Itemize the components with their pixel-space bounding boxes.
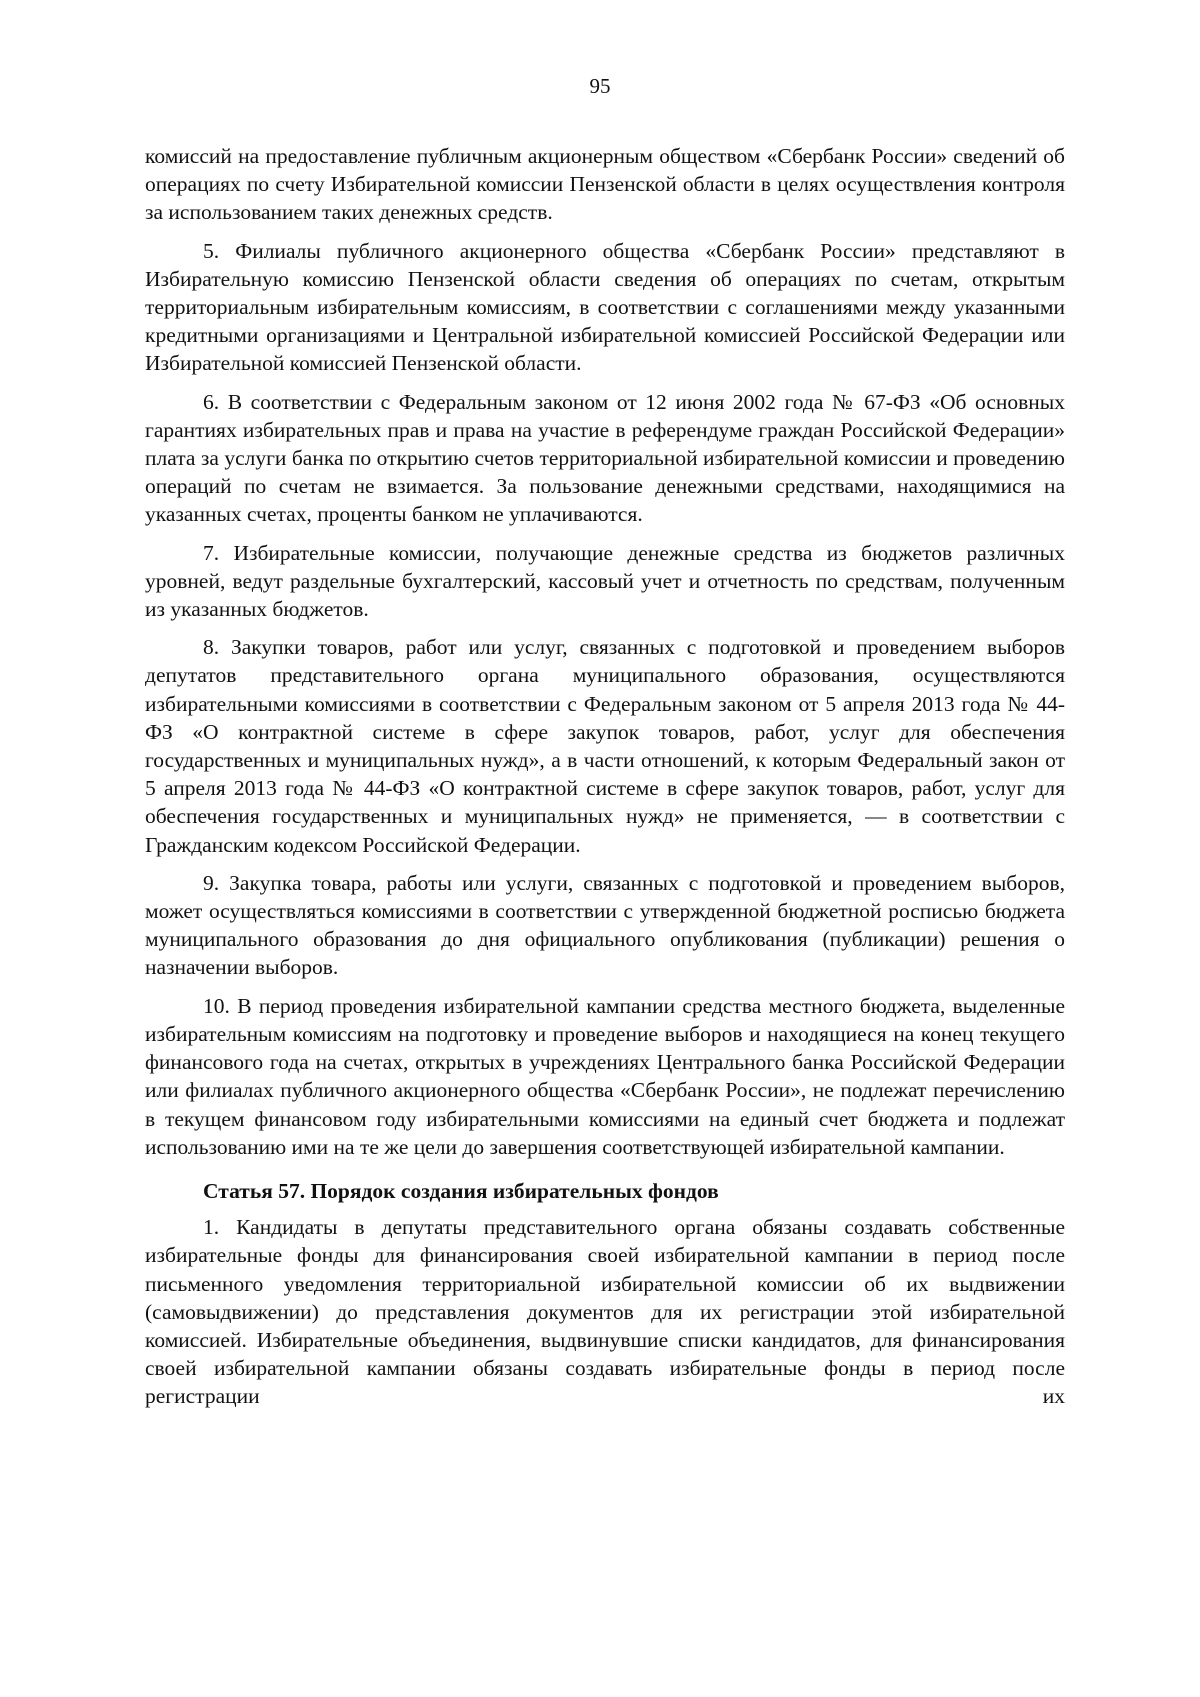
paragraph-6: 6. В соответствии с Федеральным законом от 12 июня 2002 года № 67-ФЗ «Об основных гарантиях избирательных прав и права на участие в референдуме граждан Российской Федерации» плата за услуги банка по открытию счетов территориальной избирательной комиссии и проведению операций по счетам не взимается. За пользование денежными средствами, находящимися на указанных счетах, проценты банком не уплачиваются. — [145, 389, 1065, 527]
article-paragraph-1: 1. Кандидаты в депутаты представительного органа обязаны создавать собственные избирательные фонды для финансирования своей избирательной кампании в период после письменного уведомления территориальной избирательной комиссии об их выдвижении (самовыдвижении) до представления документов для их регистрации этой избирательной комиссией. Избирательные объединения, выдвинувшие списки кандидатов, для финансирования своей избирательной кампании обязаны создавать избирательные фонды в период после регистрации их — [145, 1215, 1065, 1409]
document-body — [145, 142, 1065, 1411]
article-heading: Статья 57. Порядок создания избирательных фондов — [203, 1178, 719, 1203]
paragraph-8: 8. Закупки товаров, работ или услуг, связанных с подготовкой и проведением выборов депутатов представительного органа муниципального образования, осуществляются избирательными комиссиями в соответствии с Федеральным законом от 5 апреля 2013 года № 44-ФЗ «О контрактной системе в сфере закупок товаров, работ, услуг для обеспечения государственных и муниципальных нужд», а в части отношений, к которым Федеральный закон от 5 апреля 2013 года № 44-ФЗ «О контрактной системе в сфере закупок товаров, работ, услуг для обеспечения государственных и муниципальных нужд» не применяется, — в соответствии с Гражданским кодексом Российской Федерации. — [145, 635, 1065, 857]
page-number: 95 — [589, 74, 611, 98]
paragraph-continuation: комиссий на предоставление публичным акционерным обществом «Сбербанк России» сведений об операциях по счету Избирательной комиссии Пензенской области в целях осуществления контроля за использованием таких денежных средств. — [145, 144, 1065, 225]
paragraph-5: 5. Филиалы публичного акционерного общества «Сбербанк России» представляют в Избирательную комиссию Пензенской области сведения об операциях по счетам, открытым территориальным избирательным комиссиям, в соответствии с соглашениями между указанными кредитными организациями и Центральной избирательной комиссией Российской Федерации или Избирательной комиссией Пензенской области. — [145, 238, 1065, 376]
paragraph-10: 10. В период проведения избирательной кампании средства местного бюджета, выделенные избирательным комиссиям на подготовку и проведение выборов и находящиеся на конец текущего финансового года на счетах, открытых в учреждениях Центрального банка Российской Федерации или филиалах публичного акционерного общества «Сбербанк России», не подлежат перечислению в текущем финансовом году избирательными комиссиями на единый счет бюджета и подлежат использованию ими на те же цели до завершения соответствующей избирательной кампании. — [145, 993, 1065, 1159]
paragraph-7: 7. Избирательные комиссии, получающие денежные средства из бюджетов различных уровней, ведут раздельные бухгалтерский, кассовый учет и отчетность по средствам, полученным из указанных бюджетов. — [145, 540, 1065, 622]
paragraph-9: 9. Закупка товара, работы или услуги, связанных с подготовкой и проведением выборов, может осуществляться комиссиями в соответствии с утвержденной бюджетной росписью бюджета муниципального образования до дня официального опубликования (публикации) решения о назначении выборов. — [145, 870, 1065, 980]
